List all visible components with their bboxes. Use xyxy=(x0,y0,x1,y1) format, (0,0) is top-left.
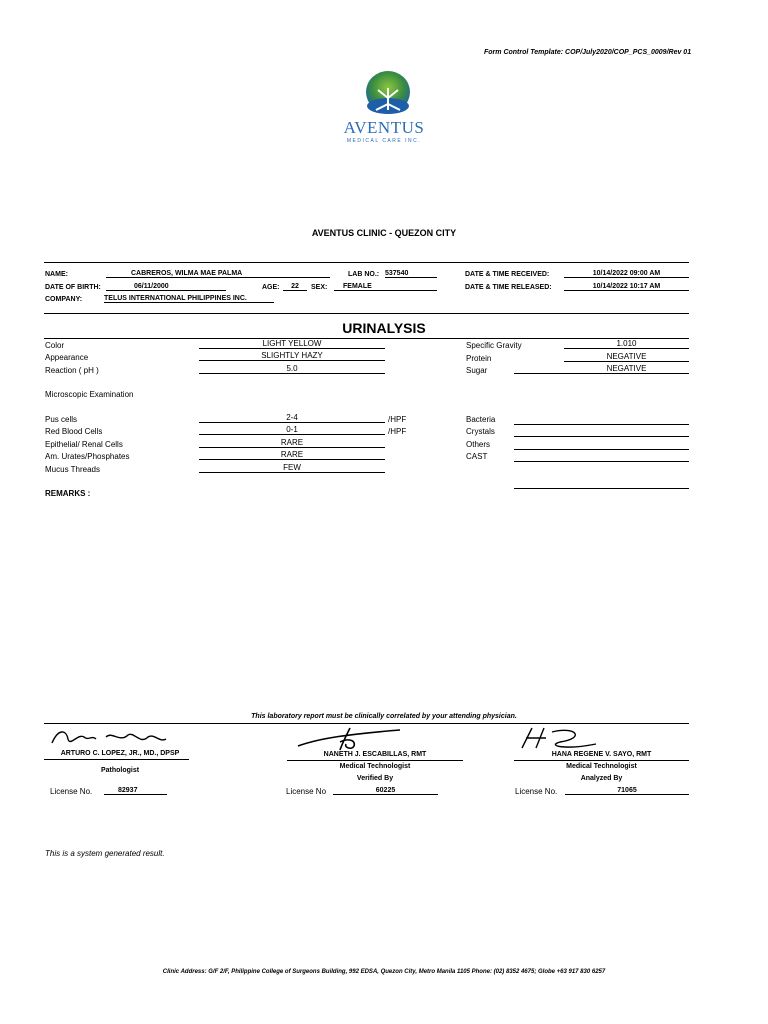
brand-logo xyxy=(348,70,428,120)
name-label: NAME: xyxy=(45,271,68,278)
epithelial-label: Epithelial/ Renal Cells xyxy=(45,440,123,449)
bacteria-label: Bacteria xyxy=(466,415,496,424)
brand-name: AVENTUS xyxy=(343,118,425,137)
company-label: COMPANY: xyxy=(45,296,83,303)
age-label: AGE: xyxy=(262,284,280,291)
disclaimer: This laboratory report must be clinically correlated by your attending physician. xyxy=(251,713,517,720)
brand-tagline: MEDICAL CARE INC. xyxy=(346,138,422,144)
protein-label: Protein xyxy=(466,354,492,363)
specific-gravity-label: Specific Gravity xyxy=(466,341,522,350)
released-datetime: 10/14/2022 10:17 AM xyxy=(564,283,689,291)
rbc-value: 0-1 xyxy=(199,425,385,435)
epithelial-value: RARE xyxy=(199,438,385,448)
appearance-value: SLIGHTLY HAZY xyxy=(199,351,385,361)
signature-analyzer xyxy=(516,724,606,752)
crystals-label: Crystals xyxy=(466,427,495,436)
remarks-label: REMARKS : xyxy=(45,489,91,498)
verifier-role: Medical Technologist xyxy=(339,763,411,770)
signature-pathologist xyxy=(48,725,178,753)
released-label: DATE & TIME RELEASED: xyxy=(465,284,552,291)
verifier-caption: Verified By xyxy=(356,775,394,782)
pathologist-license: 82937 xyxy=(104,787,167,795)
pus-cells-unit: /HPF xyxy=(388,415,407,424)
received-datetime: 10/14/2022 09:00 AM xyxy=(564,270,689,278)
analyzer-license: 71065 xyxy=(565,787,689,795)
mucus-value: FEW xyxy=(199,463,385,473)
clinic-address-footer: Clinic Address: G/F 2/F, Philippine College of Surgeons Building, 992 EDSA, Quezon City, Metro Manila 1105 Phone: (02) 8352 4675; Globe +63 917 830 6257 xyxy=(162,969,606,975)
sugar-value: NEGATIVE xyxy=(514,364,689,374)
analyzer-caption: Analyzed By xyxy=(580,775,623,782)
pus-cells-value: 2-4 xyxy=(199,413,385,423)
date-of-birth: 06/11/2000 xyxy=(106,283,226,291)
received-label: DATE & TIME RECEIVED: xyxy=(465,271,550,278)
sugar-label: Sugar xyxy=(466,366,488,375)
signature-verifier xyxy=(290,724,420,752)
urates-label: Am. Urates/Phosphates xyxy=(45,452,130,461)
lab-no-label: LAB NO.: xyxy=(348,271,380,278)
color-value: LIGHT YELLOW xyxy=(199,339,385,349)
dob-label: DATE OF BIRTH: xyxy=(45,284,101,291)
analyzer-name: HANA REGENE V. SAYO, RMT xyxy=(551,751,652,758)
verifier-name: NANETH J. ESCABILLAS, RMT xyxy=(323,751,427,758)
cast-value xyxy=(514,450,689,462)
mucus-label: Mucus Threads xyxy=(45,465,100,474)
form-control-code: Form Control Template: COP/July2020/COP_PCS_0009/Rev 01 xyxy=(484,49,692,56)
cast-label: CAST xyxy=(466,452,488,461)
others-value xyxy=(514,438,689,450)
pathologist-license-label: License No. xyxy=(50,787,93,796)
appearance-label: Appearance xyxy=(45,353,89,362)
specific-gravity-value: 1.010 xyxy=(564,339,689,349)
company: TELUS INTERNATIONAL PHILIPPINES INC. xyxy=(104,295,274,303)
tree-logo-icon xyxy=(348,70,428,120)
protein-value: NEGATIVE xyxy=(564,352,689,362)
pathologist-role: Pathologist xyxy=(100,767,140,774)
verifier-license: 60225 xyxy=(333,787,438,795)
clinic-name: AVENTUS CLINIC - QUEZON CITY xyxy=(311,228,457,238)
color-label: Color xyxy=(45,341,65,350)
lab-no: 537540 xyxy=(385,270,437,278)
test-title: URINALYSIS xyxy=(342,320,426,336)
microscopic-title: Microscopic Examination xyxy=(45,390,134,399)
patient-name: CABREROS, WILMA MAE PALMA xyxy=(106,270,330,278)
rbc-label: Red Blood Cells xyxy=(45,427,103,436)
pathologist-name: ARTURO C. LOPEZ, JR., MD., DPSP xyxy=(60,750,180,757)
verifier-license-label: License No xyxy=(286,787,327,796)
rbc-unit: /HPF xyxy=(388,427,407,436)
urates-value: RARE xyxy=(199,450,385,460)
reaction-label: Reaction ( pH ) xyxy=(45,366,99,375)
crystals-value xyxy=(514,425,689,437)
analyzer-role: Medical Technologist xyxy=(566,763,637,770)
age: 22 xyxy=(283,283,307,291)
bacteria-value xyxy=(514,413,689,425)
system-note: This is a system generated result. xyxy=(45,849,165,858)
others-label: Others xyxy=(466,440,491,449)
reaction-value: 5.0 xyxy=(199,364,385,374)
analyzer-license-label: License No. xyxy=(515,787,558,796)
sex: FEMALE xyxy=(334,283,437,291)
sex-label: SEX: xyxy=(311,284,328,291)
pus-cells-label: Pus cells xyxy=(45,415,78,424)
